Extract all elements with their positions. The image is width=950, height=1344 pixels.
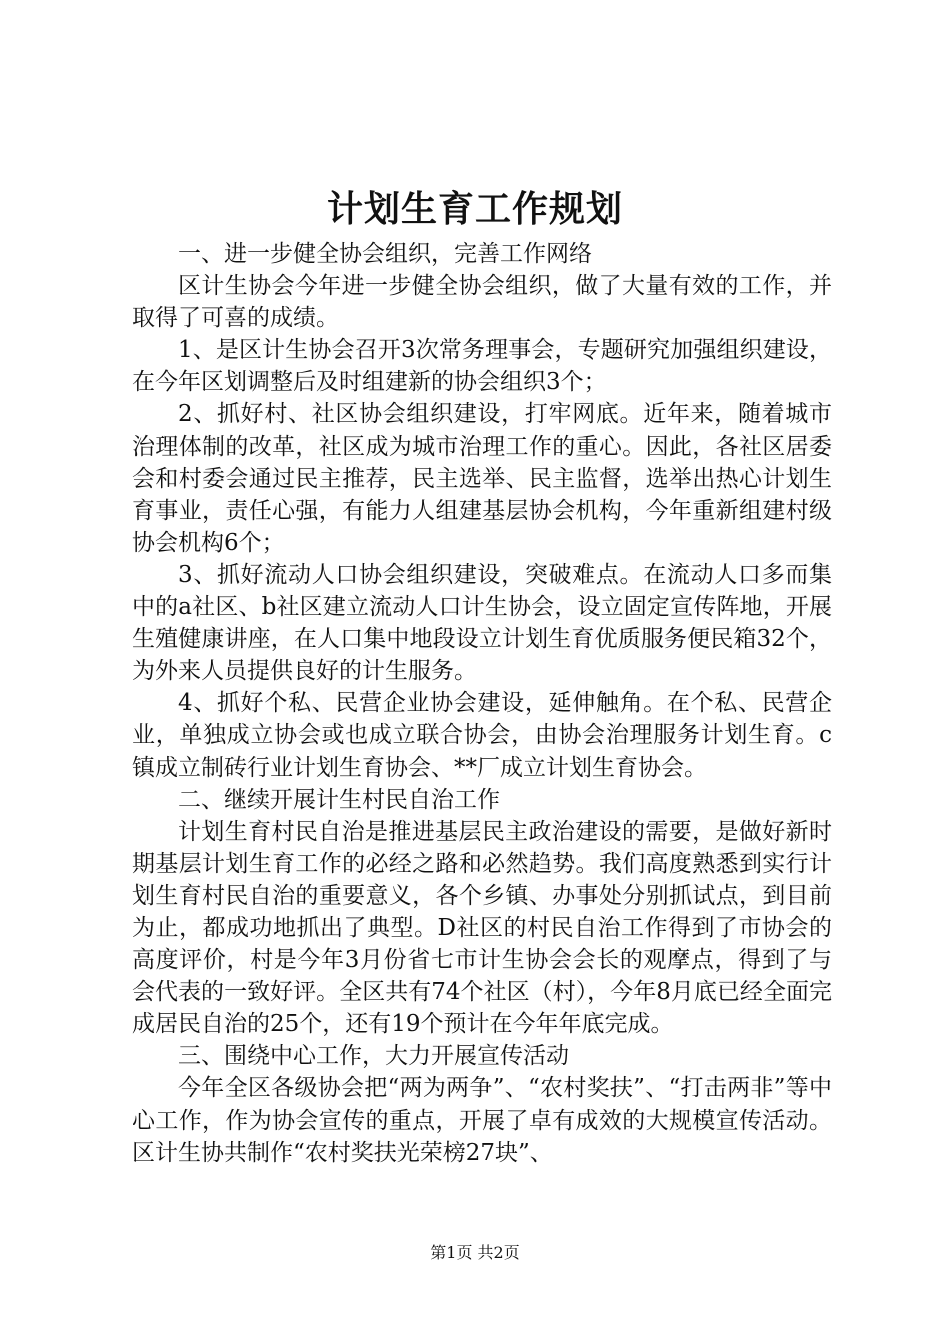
section-heading: 一、进一步健全协会组织，完善工作网络 [178, 241, 592, 267]
body-paragraph: 今年全区各级协会把“两为两争”、“农村奖扶”、“打击两非”等中心工作，作为协会宣传的重点，开展了卓有成效的大规模宣传活动。区计生协共制作“农村奖扶光荣榜27块”、 [132, 1075, 832, 1166]
document-body [132, 238, 832, 1169]
page-number-footer: 第1页 共2页 [430, 1243, 520, 1262]
body-paragraph: 区计生协会今年进一步健全协会组织，做了大量有效的工作，并取得了可喜的成绩。 [132, 273, 832, 332]
document-title: 计划生育工作规划 [326, 188, 623, 230]
body-paragraph: 3、抓好流动人口协会组织建设，突破难点。在流动人口多而集中的a社区、b社区建立流动人口计生协会，设立固定宣传阵地，开展生殖健康讲座，在人口集中地段设立计划生育优质服务便民箱32个，为外来人员提供良好的计生服务。 [132, 561, 832, 685]
body-paragraph: 1、是区计生协会召开3次常务理事会，专题研究加强组织建设，在今年区划调整后及时组建新的协会组织3个； [132, 337, 832, 396]
section-heading: 二、继续开展计生村民自治工作 [178, 786, 500, 813]
section-heading: 三、围绕中心工作，大力开展宣传活动 [178, 1043, 569, 1070]
body-paragraph: 4、抓好个私、民营企业协会建设，延伸触角。在个私、民营企业，单独成立协会或也成立联合协会，由协会治理服务计划生育。c镇成立制砖行业计划生育协会、**厂成立计划生育协会。 [132, 690, 832, 781]
body-paragraph: 2、抓好村、社区协会组织建设，打牢网底。近年来，随着城市治理体制的改革，社区成为城市治理工作的重心。因此，各社区居委会和村委会通过民主推荐，民主选举、民主监督，选举出热心计划生育事业，责任心强，有能力人组建基层协会机构，今年重新组建村级协会机构6个； [132, 401, 832, 556]
body-paragraph: 计划生育村民自治是推进基层民主政治建设的需要，是做好新时期基层计划生育工作的必经之路和必然趋势。我们高度熟悉到实行计划生育村民自治的重要意义，各个乡镇、办事处分别抓试点，到目前为止，都成功地抓出了典型。D社区的村民自治工作得到了市协会的高度评价，村是今年3月份省七市计生协会会长的观摩点，得到了与会代表的一致好评。全区共有74个社区（村），今年8月底已经全面完成居民自治的25个，还有19个预计在今年年底完成。 [132, 818, 832, 1038]
